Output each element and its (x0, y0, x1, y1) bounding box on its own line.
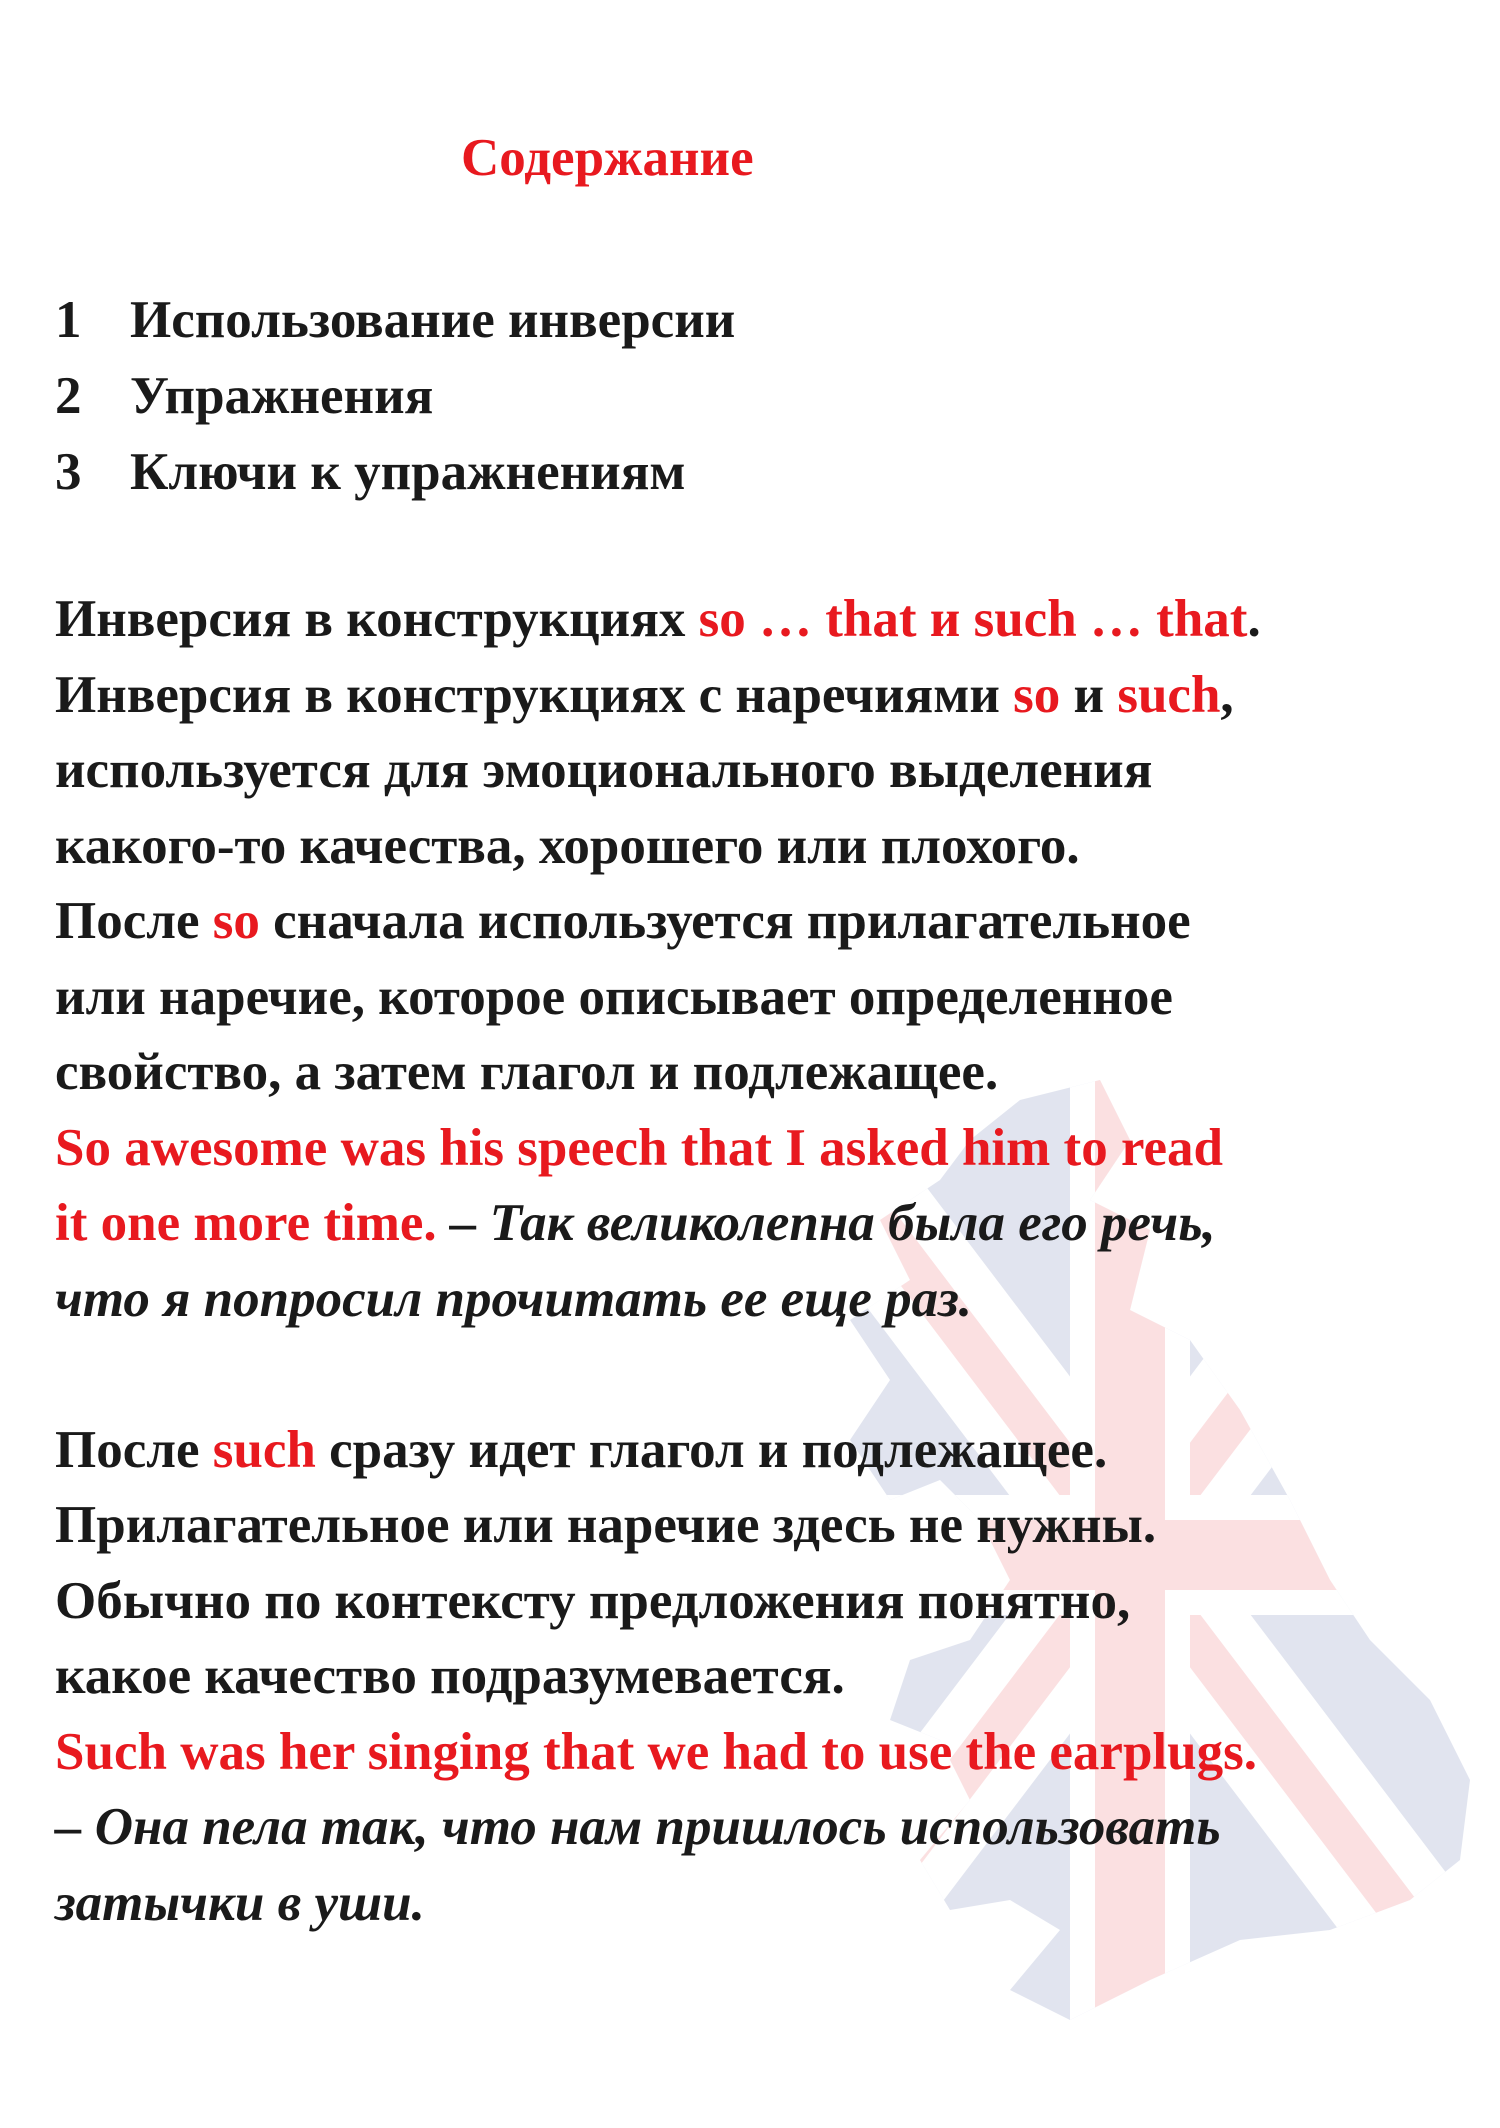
text: сразу идет глагол и подлежащее. (315, 1420, 1108, 1479)
heading-punct: . (1247, 590, 1261, 648)
example-translation: – Так великолепна была его речь, (436, 1194, 1216, 1252)
text: После (55, 892, 213, 950)
heading-highlight: so … that и such … that (698, 590, 1248, 648)
text: сначала используется прилагательное (259, 892, 1191, 950)
paragraph-gap (55, 1337, 1261, 1413)
toc-item-number: 1 (55, 291, 82, 349)
toc-item (55, 434, 735, 510)
example-english: So awesome was his speech that I asked him to read (55, 1118, 1224, 1177)
paragraph-line: какого-то качества, хорошего или плохого. (55, 816, 1080, 875)
text: и (1060, 665, 1118, 724)
keyword-so: so (212, 892, 260, 950)
keyword-such: such (1117, 665, 1221, 724)
paragraph-line: или наречие, которое описывает определенное (55, 967, 1173, 1026)
text: Инверсия в конструкциях с наречиями (55, 665, 1014, 724)
toc-item-number: 2 (55, 367, 82, 425)
paragraph-line (55, 884, 1261, 960)
toc-item (55, 358, 735, 434)
paragraph-line: какое качество подразумевается. (55, 1647, 845, 1705)
paragraph-line: Обычно по контексту предложения понятно, (55, 1571, 1131, 1630)
text: , (1220, 665, 1234, 724)
paragraph-line (55, 658, 1261, 734)
paragraph-line (55, 1413, 1261, 1489)
keyword-such: such (212, 1420, 316, 1479)
example-line (55, 1186, 1261, 1262)
text: После (55, 1420, 213, 1479)
toc-item-label: Использование инверсии (130, 291, 736, 349)
paragraph-line: свойство, а затем глагол и подлежащее. (55, 1043, 999, 1101)
example-english: Such was her singing that we had to use the earplugs. (55, 1722, 1257, 1781)
toc-item-number: 3 (55, 443, 82, 501)
document-body (55, 582, 1261, 1941)
heading-text: Инверсия в конструкциях (55, 590, 699, 648)
paragraph-line: используется для эмоционального выделения (55, 741, 1153, 799)
toc-item-label: Упражнения (130, 367, 434, 425)
page-title: Содержание (461, 129, 754, 187)
example-translation: что я попросил прочитать ее еще раз. (55, 1269, 973, 1328)
example-translation: – Она пела так, что нам пришлось использовать (55, 1798, 1221, 1856)
paragraph-line: Прилагательное или наречие здесь не нужны. (55, 1496, 1157, 1554)
toc-item (55, 282, 735, 358)
example-translation: затычки в уши. (55, 1873, 425, 1932)
table-of-contents (55, 282, 735, 510)
keyword-so: so (1013, 665, 1061, 724)
example-english: it one more time. (55, 1194, 437, 1252)
toc-item-label: Ключи к упражнениям (130, 443, 686, 501)
section-heading (55, 582, 1261, 658)
